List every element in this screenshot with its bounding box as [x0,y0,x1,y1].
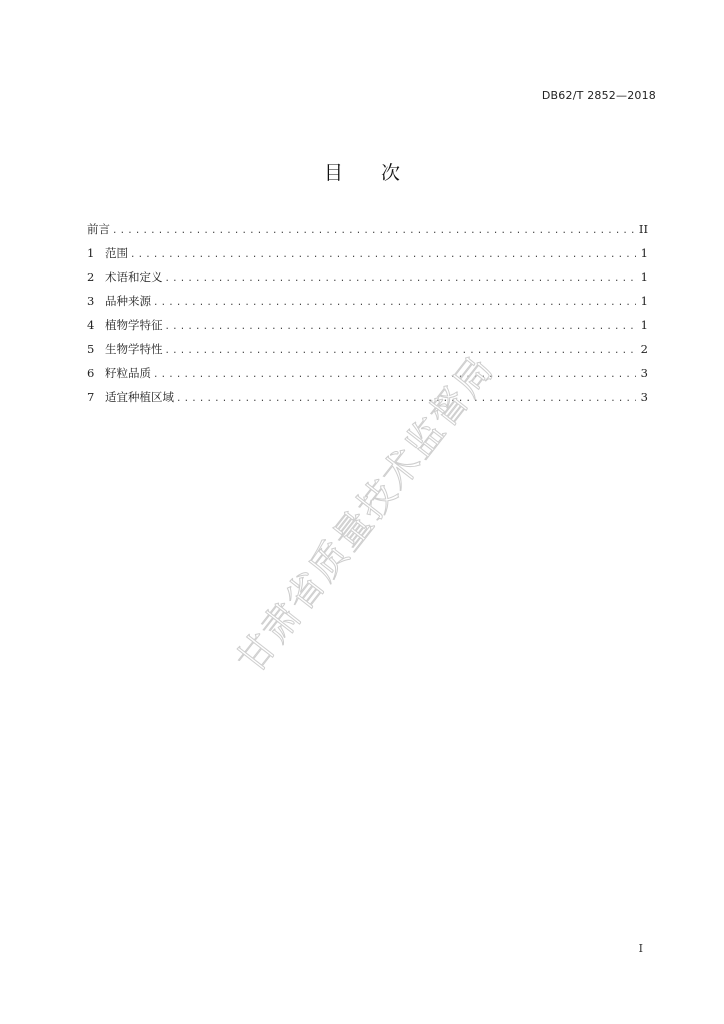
toc-leader-dots [165,315,637,339]
toc-entry-label: 范围 [105,246,128,260]
page-title [0,158,724,185]
toc-entry-origin[interactable] [87,289,648,313]
toc-entry-biology[interactable] [87,337,648,361]
toc-entry-number: 3 [87,294,95,308]
toc-entry-page: 3 [640,366,648,380]
toc-entry-foreword[interactable] [87,217,648,241]
toc-entry-terms[interactable] [87,265,648,289]
toc-entry-page: 3 [640,390,648,404]
toc-entry-botany[interactable] [87,313,648,337]
watermark: 甘肃省质量技术监督局 [228,347,503,682]
toc-entry-scope[interactable] [87,241,648,265]
toc-entry-number: 2 [87,270,95,284]
toc-entry-number: 5 [87,342,95,356]
toc-entry-page: 1 [640,246,648,260]
toc-entry-number: 6 [87,366,95,380]
toc-leader-dots [153,363,636,387]
toc-entry-planting-region[interactable] [87,385,648,409]
toc-leader-dots [112,219,635,243]
toc-entry-page: 1 [640,294,648,308]
toc-leader-dots [165,267,637,291]
toc-entry-page: II [638,222,648,236]
toc-leader-dots [130,243,636,267]
toc-entry-page: 1 [640,270,648,284]
toc-leader-dots [153,291,636,315]
standard-code: DB62/T 2852—2018 [541,89,656,102]
table-of-contents [87,217,648,409]
toc-leader-dots [165,339,637,363]
toc-entry-page: 1 [640,318,648,332]
toc-entry-label: 生物学特性 [105,342,163,356]
toc-entry-number: 7 [87,390,95,404]
toc-entry-page: 2 [640,342,648,356]
toc-entry-number: 4 [87,318,95,332]
toc-entry-label: 品种来源 [105,294,151,308]
page-number: I [638,942,643,955]
toc-entry-label: 适宜种植区域 [105,390,174,404]
toc-entry-label: 前言 [87,222,110,236]
toc-entry-number: 1 [87,246,95,260]
title-char-1: 目 [323,162,343,184]
toc-leader-dots [176,387,636,411]
toc-entry-label: 籽粒品质 [105,366,151,380]
title-char-2: 次 [381,162,401,184]
toc-entry-grain-quality[interactable] [87,361,648,385]
toc-entry-label: 术语和定义 [105,270,163,284]
toc-entry-label: 植物学特征 [105,318,163,332]
